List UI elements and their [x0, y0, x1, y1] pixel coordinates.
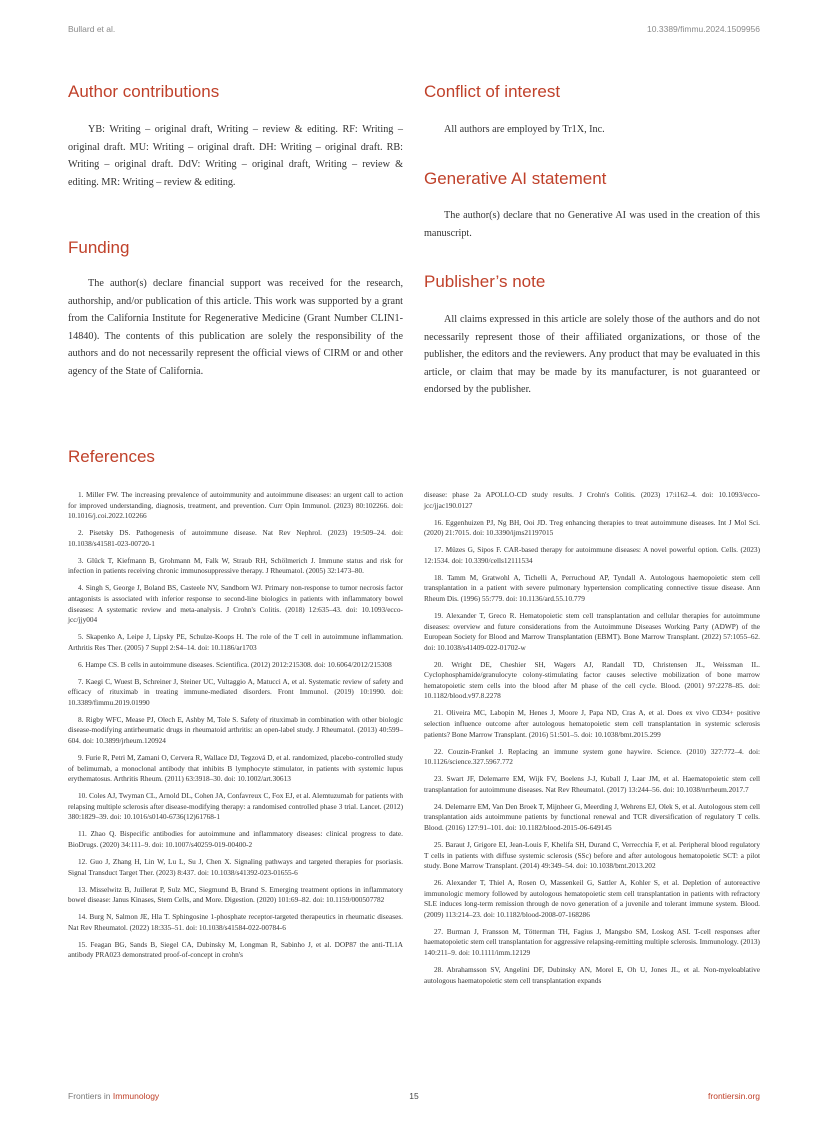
reference-item: 24. Delemarre EM, Van Den Broek T, Mijnheer G, Meerding J, Wehrens EJ, Olek S, et al. Autologous stem cell transplantation aids autoimmune patients by functional renewal and TCR diversification of regulatory T cells. Blood. (2016) 127:91–101. doi: 10.1182/blood-2015-06-649145: [424, 801, 760, 832]
publisher-note-text: All claims expressed in this article are solely those of the authors and do not necessarily represent those of their affiliated organizations, or those of the publisher, the editors and the reviewers. Any product that may be evaluated in this article, or claim that may be made by its manufacturer, is not guaranteed or endorsed by the publisher.: [424, 314, 760, 396]
reference-item: 17. Müzes G, Sipos F. CAR-based therapy for autoimmune diseases: A novel powerful option. Cells. (2023) 12:1534. doi: 10.3390/cells12111534: [424, 545, 760, 565]
footer-website-link[interactable]: frontiersin.org: [708, 1091, 760, 1101]
reference-item: 7. Kaegi C, Wuest B, Schreiner J, Steiner UC, Vultaggio A, Matucci A, et al. Systematic review of safety and efficacy of rituximab in treating immune-mediated disorders. Front Immunol. (2019) 10:1990. doi: 10.3389/fimmu.2019.01990: [68, 676, 403, 707]
reference-item: 25. Baraut J, Grigore EI, Jean-Louis F, Khelifa SH, Durand C, Verrecchia F, et al. Peripheral blood regulatory T cells in patients with diffuse systemic sclerosis (SSc) before and after autologous hematopoietic SCT: a pilot study. Bone Marrow Transplant. (2014) 49:349–54. doi: 10.1038/bmt.2013.202: [424, 839, 760, 871]
publisher-note-heading: Publisher’s note: [424, 272, 546, 291]
reference-item: 15. Feagan BG, Sands B, Siegel CA, Dubinsky M, Longman R, Sabinho J, et al. DOP87 the anti-TL1A antibody PRA023 demonstrated proof-of-concept in crohn's: [68, 939, 403, 960]
footer-journal-brand: Immunology: [112, 1091, 160, 1101]
funding-text: The author(s) declare financial support was received for the research, authorship, and/or publication of this article. This work was supported by a grant from the California Institute for Regenerative Medicine (Grant Number CLIN1-14840). The contents of this publication are solely the responsibility of the authors and do not necessarily represent the official views of CIRM or and other agency of the State of California.: [68, 278, 403, 377]
reference-item: 14. Burg N, Salmon JE, Hla T. Sphingosine 1-phosphate receptor-targeted therapeutics in rheumatic diseases. Nat Rev Rheumatol. (2022) 18:335–51. doi: 10.1038/s41584-022-00784-6: [68, 912, 403, 932]
reference-item: 6. Hampe CS. B cells in autoimmune diseases. Scientifica. (2012) 2012:215308. doi: 10.6064/2012/215308: [78, 659, 392, 669]
reference-item: 1. Miller FW. The increasing prevalence of autoimmunity and autoimmune diseases: an urgent call to action for improved understanding, diagnosis, treatment, and prevention. Curr Opin Immunol. (2023) 80:102266. doi: 10.1016/j.coi.2022.102266: [68, 490, 403, 521]
reference-item: 27. Burman J, Fransson M, Tötterman TH, Fagius J, Mangsbo SM, Loskog ASI. T-cell responses after haematopoietic stem cell transplantation for aggressive relapsing-remitting multiple sclerosis. Immunology. (2013) 140:211–9. doi: 10.1111/imm.12129: [424, 926, 760, 958]
reference-item: 2. Pisetsky DS. Pathogenesis of autoimmune disease. Nat Rev Nephrol. (2023) 19:509–24. doi: 10.1038/s41581-023-00720-1: [68, 528, 403, 548]
reference-item: 5. Skapenko A, Leipe J, Lipsky PE, Schulze-Koops H. The role of the T cell in autoimmune inflammation. Arthritis Res Ther. (2005) 7 Suppl 2:S4–14. doi: 10.1186/ar1703: [68, 632, 403, 652]
conflict-text: All authors are employed by Tr1X, Inc.: [444, 124, 605, 135]
author-contributions-heading: Author contributions: [68, 82, 220, 101]
reference-item: 8. Rigby WFC, Mease PJ, Olech E, Ashby M, Tole S. Safety of rituximab in combination with other biologic disease-modifying antirheumatic drugs in rheumatoid arthritis: an open-label study. J Rheumatol. (2013) 40:599–604. doi: 10.3899/jrheum.120924: [68, 714, 403, 746]
reference-item: 19. Alexander T, Greco R. Hematopoietic stem cell transplantation and cellular therapies for autoimmune diseases: overview and future considerations from the Autoimmune Diseases Working Party (ADWP) of the European Society for Blood and Marrow Transplantation (EBMT). Bone Marrow Transplant. (2022) 57:1055–62. doi: 10.1038/s41409-022-01702-w: [424, 610, 760, 652]
conflict-heading: Conflict of interest: [424, 82, 561, 101]
reference-item: 26. Alexander T, Thiel A, Rosen O, Massenkeil G, Sattler A, Kohler S, et al. Depletion of autoreactive immunologic memory followed by autologous hematopoietic stem cell transplantation in patients with refractory SLE induces long-term remission through de novo generation of a juvenile and tolerant immune system. Blood. (2009) 113:214–23. doi: 10.1182/blood-2008-07-168286: [424, 878, 760, 919]
genai-text: The author(s) declare that no Generative AI was used in the creation of this manuscript.: [424, 210, 760, 239]
reference-item: 18. Tamm M, Gratwohl A, Tichelli A, Perruchoud AP, Tyndall A. Autologous haemopoietic stem cell transplantation in a patient with severe pulmonary hypertension complicating connective tissue disease. Ann Rheum Dis. (1996) 55:779. doi: 10.1136/ard.55.10.779: [424, 572, 760, 603]
footer-journal-prefix: Frontiers in: [68, 1091, 113, 1101]
page-number: 15: [409, 1091, 419, 1101]
funding-heading: Funding: [68, 238, 130, 257]
genai-heading: Generative AI statement: [424, 169, 607, 188]
references-left-column: [68, 490, 403, 967]
reference-item: 4. Singh S, George J, Boland BS, Casteele NV, Sandborn WJ. Primary non-response to tumor necrosis factor antagonists is associated with inferior response to second-line biologics in patients with inflammatory bowel diseases: A systematic review and meta-analysis. J Crohn's Colitis. (2018) 12:635–43. doi: 10.1093/ecco-jcc/jjy004: [68, 583, 403, 625]
reference-item: 21. Oliveira MC, Labopin M, Henes J, Moore J, Papa ND, Cras A, et al. Does ex vivo CD34+ positive selection influence outcome after autologous hematopoietic stem cell transplantation in systemic sclerosis patients? Bone Marrow Transplant. (2016) 51:501–5. doi: 10.1038/bmt.2015.299: [424, 708, 760, 739]
reference-item: 22. Couzin-Frankel J. Replacing an immune system gone haywire. Science. (2010) 327:772–4. doi: 10.1126/science.327.5967.772: [424, 746, 760, 767]
reference-item: 13. Misselwitz B, Juillerat P, Sulz MC, Siegmund B, Brand S. Emerging treatment options in inflammatory bowel disease: Janus Kinases, Stem Cells, and More. Digestion. (2020) 101:69–82. doi: 10.1159/000507782: [68, 884, 403, 905]
author-contributions-text: YB: Writing – original draft, Writing – review & editing. RF: Writing – original draft. MU: Writing – original draft. DH: Writing – original draft. RB: Writing – original draft. DdV: Writing – original draft, Writing – review & editing. MR: Writing – review & editing.: [68, 124, 403, 188]
reference-item: 11. Zhao Q. Bispecific antibodies for autoimmune and inflammatory diseases: clinical progress to date. BioDrugs. (2020) 34:111–9. doi: 10.1007/s40259-019-00400-2: [68, 829, 403, 849]
running-head: [68, 24, 760, 38]
reference-item: 20. Wright DE, Cheshier SH, Wagers AJ, Randall TD, Christensen JL, Weissman IL. Cyclophosphamide/granulocyte colony-stimulating factor causes selective mobilization of bone marrow hematopoietic stem cells into the blood after M phase of the cell cycle. Blood. (2001) 97:2278–85. doi: 10.1182/blood.v97.8.2278: [424, 659, 760, 701]
reference-item: 3. Glück T, Kiefmann B, Grohmann M, Falk W, Straub RH, Schölmerich J. Immune status and risk for infection in patients receiving chronic immunosuppressive therapy. J Rheumatol. (2005) 32:1473–80.: [68, 555, 403, 576]
reference-item: 9. Furie R, Petri M, Zamani O, Cervera R, Wallace DJ, Tegzová D, et al. randomized, placebo-controlled study of belimumab, a monoclonal antibody that inhibits B lymphocyte stimulator, in patients with systemic lupus erythematosus. Arthritis Rheum. (2011) 63:3918–30. doi: 10.1002/art.30613: [68, 753, 403, 784]
reference-item-continued: disease: phase 2a APOLLO-CD study results. J Crohn's Colitis. (2023) 17:i162–4. doi: 10.1093/ecco-jcc/jjac190.0127: [424, 490, 760, 510]
references-heading: References: [68, 447, 155, 466]
reference-item: 23. Swart JF, Delemarre EM, Wijk FV, Boelens J-J, Kuball J, Laar JM, et al. Haematopoietic stem cell transplantation for autoimmune diseases. Nat Rev Rheumatol. (2017) 13:244–56. doi: 10.1038/nrrheum.2017.7: [424, 774, 760, 794]
page-footer: [68, 1091, 760, 1105]
references-right-column: [424, 490, 760, 993]
running-head-authors: Bullard et al.: [68, 24, 116, 34]
reference-item: 28. Abrahamsson SV, Angelini DF, Dubinsky AN, Morel E, Oh U, Jones JL, et al. Non-myeloablative autologous haematopoietic stem cell transplantation expands: [424, 965, 760, 985]
reference-item: 16. Eggenhuizen PJ, Ng BH, Ooi JD. Treg enhancing therapies to treat autoimmune diseases. Int J Mol Sci. (2020) 21:7015. doi: 10.3390/ijms21197015: [424, 517, 760, 538]
reference-item: 12. Guo J, Zhang H, Lin W, Lu L, Su J, Chen X. Signaling pathways and targeted therapies for psoriasis. Signal Transduct Target Ther. (2023) 8:437. doi: 10.1038/s41392-023-01655-6: [68, 856, 403, 877]
running-head-doi: 10.3389/fimmu.2024.1509956: [647, 24, 760, 34]
reference-item: 10. Coles AJ, Twyman CL, Arnold DL, Cohen JA, Confavreux C, Fox EJ, et al. Alemtuzumab for patients with relapsing multiple sclerosis after disease-modifying therapy: a randomised controlled phase 3 trial. Lancet. (2012) 380:1829–39. doi: 10.1016/s0140-6736(12)61768-1: [68, 791, 403, 822]
